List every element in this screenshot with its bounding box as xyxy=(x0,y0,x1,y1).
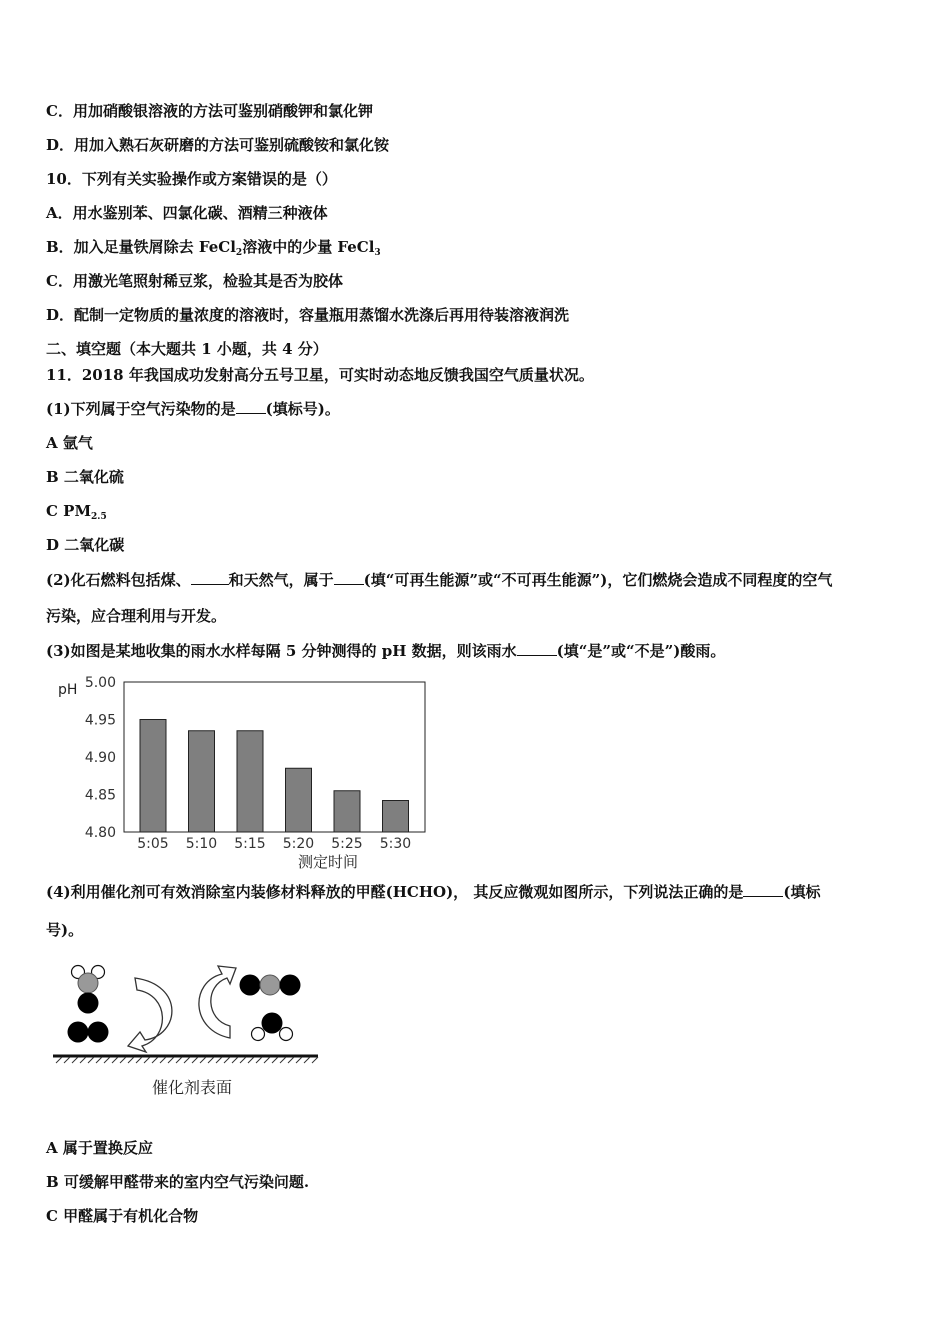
x-tick-label: 5:20 xyxy=(282,836,315,852)
reaction-diagram xyxy=(50,960,330,1100)
q11-2-text-a: (2)化石燃料包括煤、 xyxy=(46,571,191,589)
o-atom xyxy=(262,1013,283,1034)
q11-1-text: (1)下列属于空气污染物的是 xyxy=(46,400,236,418)
plot-frame xyxy=(124,682,425,832)
hatch-mark xyxy=(152,1057,158,1063)
y-tick-label: 4.85 xyxy=(84,787,116,804)
ph-bar-chart xyxy=(50,672,430,872)
hatch-mark xyxy=(280,1057,286,1063)
answer-blank xyxy=(334,570,364,585)
c-atom xyxy=(260,975,280,995)
q9-option-c: C．用加硝酸银溶液的方法可鉴别硝酸钾和氯化钾 xyxy=(46,102,373,120)
q11-1-option-c xyxy=(46,501,107,527)
q10b-sub-2: 3 xyxy=(374,248,381,258)
o-atom xyxy=(240,975,261,996)
surface-hatching xyxy=(56,1057,318,1063)
bar xyxy=(334,791,360,832)
y-tick-label: 5.00 xyxy=(84,675,116,691)
q11-1-option-a: A 氩气 xyxy=(46,434,93,452)
q11-stem: 11．2018 年我国成功发射高分五号卫星，可实时动态地反馈我国空气质量状况。 xyxy=(46,366,594,384)
bars xyxy=(140,720,409,833)
y-axis-ticks xyxy=(85,675,116,841)
hatch-mark xyxy=(88,1057,94,1063)
y-tick-label: 4.95 xyxy=(84,712,116,729)
q11-part4 xyxy=(46,882,821,902)
hatch-mark xyxy=(120,1057,126,1063)
q11-4-option-a: A 属于置换反应 xyxy=(46,1139,153,1157)
q9-option-d: D．用加入熟石灰研磨的方法可鉴别硫酸铵和氯化铵 xyxy=(46,136,390,154)
bar xyxy=(237,731,263,832)
h-atom xyxy=(280,1028,293,1041)
curved-arrow-up-icon xyxy=(199,966,236,1038)
q10b-text-2: 溶液中的少量 FeCl xyxy=(242,238,375,256)
q10-option-b xyxy=(46,237,381,263)
hatch-mark xyxy=(104,1057,110,1063)
answer-blank xyxy=(236,399,266,414)
q11-3-text: (3)如图是某地收集的雨水水样每隔 5 分钟测得的 pH 数据，则该雨水 xyxy=(46,642,517,660)
q11-part1 xyxy=(46,399,340,419)
q10b-text-1: B．加入足量铁屑除去 FeCl xyxy=(46,238,236,256)
q11-1-option-d: D 二氧化碳 xyxy=(46,536,125,554)
q11-4-text-post: (填标 xyxy=(783,883,821,901)
q11-3-text-post: (填“是”或“不是”)酸雨。 xyxy=(556,642,726,660)
hatch-mark xyxy=(96,1057,102,1063)
q10-option-c: C．用激光笔照射稀豆浆，检验其是否为胶体 xyxy=(46,272,343,290)
hatch-mark xyxy=(248,1057,254,1063)
q11-1-option-b: B 二氧化硫 xyxy=(46,468,124,486)
x-tick-label: 5:05 xyxy=(137,836,169,852)
hatch-mark xyxy=(304,1057,310,1063)
hatch-mark xyxy=(72,1057,78,1063)
hatch-mark xyxy=(56,1057,62,1063)
q11-4-text: (4)利用催化剂可有效消除室内装修材料释放的甲醛(HCHO)， 其反应微观如图所示，下列说法正确的是 xyxy=(46,883,744,901)
hatch-mark xyxy=(208,1057,214,1063)
bar xyxy=(140,720,166,833)
q11-4-option-b: B 可缓解甲醛带来的室内空气污染问题. xyxy=(46,1173,310,1191)
opt-c-text: C PM xyxy=(46,502,92,520)
hatch-mark xyxy=(232,1057,238,1063)
formaldehyde-molecule xyxy=(72,966,105,1014)
o-atom xyxy=(78,993,99,1014)
q11-part2 xyxy=(46,570,832,590)
oxygen-molecule xyxy=(68,1022,109,1043)
section-2-heading: 二、填空题（本大题共 1 小题，共 4 分） xyxy=(46,340,328,358)
o-atom xyxy=(88,1022,109,1043)
hatch-mark xyxy=(192,1057,198,1063)
hatch-mark xyxy=(240,1057,246,1063)
hatch-mark xyxy=(144,1057,150,1063)
hatch-mark xyxy=(224,1057,230,1063)
q10-option-a: A．用水鉴别苯、四氯化碳、酒精三种液体 xyxy=(46,204,328,222)
q10b-sub-1: 2 xyxy=(235,248,243,258)
q11-4-option-c: C 甲醛属于有机化合物 xyxy=(46,1207,199,1225)
curved-arrow-down-icon xyxy=(128,978,172,1052)
x-tick-label: 5:15 xyxy=(234,836,266,852)
o-atom xyxy=(68,1022,89,1043)
x-tick-label: 5:30 xyxy=(379,836,412,852)
x-axis-ticks xyxy=(137,836,411,852)
q11-part2-continued: 污染，应合理利用与开发。 xyxy=(46,607,227,625)
bar xyxy=(383,801,409,833)
bar xyxy=(189,731,215,832)
answer-blank xyxy=(191,570,229,585)
hatch-mark xyxy=(80,1057,86,1063)
q11-2-text-b: 和天然气，属于 xyxy=(228,571,334,589)
y-tick-label: 4.90 xyxy=(84,750,116,766)
q11-part4-continued: 号)。 xyxy=(46,921,84,939)
hatch-mark xyxy=(160,1057,166,1063)
y-axis-label: pH xyxy=(58,682,78,698)
h-atom xyxy=(252,1028,265,1041)
hatch-mark xyxy=(184,1057,190,1063)
hatch-mark xyxy=(272,1057,278,1063)
answer-blank xyxy=(743,882,783,897)
bar xyxy=(286,768,312,832)
q10-option-d: D．配制一定物质的量浓度的溶液时，容量瓶用蒸馏水洗涤后再用待装溶液润洗 xyxy=(46,306,570,324)
hatch-mark xyxy=(200,1057,206,1063)
hatch-mark xyxy=(288,1057,294,1063)
hatch-mark xyxy=(136,1057,142,1063)
carbon-dioxide-molecule xyxy=(240,975,301,996)
y-tick-label: 4.80 xyxy=(84,825,116,841)
opt-c-sub: 2.5 xyxy=(91,512,107,522)
hatch-mark xyxy=(256,1057,262,1063)
x-tick-label: 5:10 xyxy=(185,836,218,852)
o-atom xyxy=(280,975,301,996)
hatch-mark xyxy=(176,1057,182,1063)
q11-1-text-post: (填标号)。 xyxy=(265,400,340,418)
q10-stem: 10．下列有关实验操作或方案错误的是（） xyxy=(46,170,337,188)
hatch-mark xyxy=(264,1057,270,1063)
q11-2-text-c: (填“可再生能源”或“不可再生能源”)，它们燃烧会造成不同程度的空气 xyxy=(363,571,833,589)
q11-part3 xyxy=(46,641,725,661)
hatch-mark xyxy=(216,1057,222,1063)
hatch-mark xyxy=(64,1057,70,1063)
hatch-mark xyxy=(128,1057,134,1063)
figure-caption: 催化剂表面 xyxy=(151,1078,233,1097)
hatch-mark xyxy=(168,1057,174,1063)
answer-blank xyxy=(517,641,557,656)
c-atom xyxy=(78,973,98,993)
hatch-mark xyxy=(312,1057,318,1063)
water-molecule xyxy=(252,1013,293,1041)
hatch-mark xyxy=(296,1057,302,1063)
x-tick-label: 5:25 xyxy=(331,836,363,852)
hatch-mark xyxy=(112,1057,118,1063)
x-axis-label: 测定时间 xyxy=(297,853,359,871)
